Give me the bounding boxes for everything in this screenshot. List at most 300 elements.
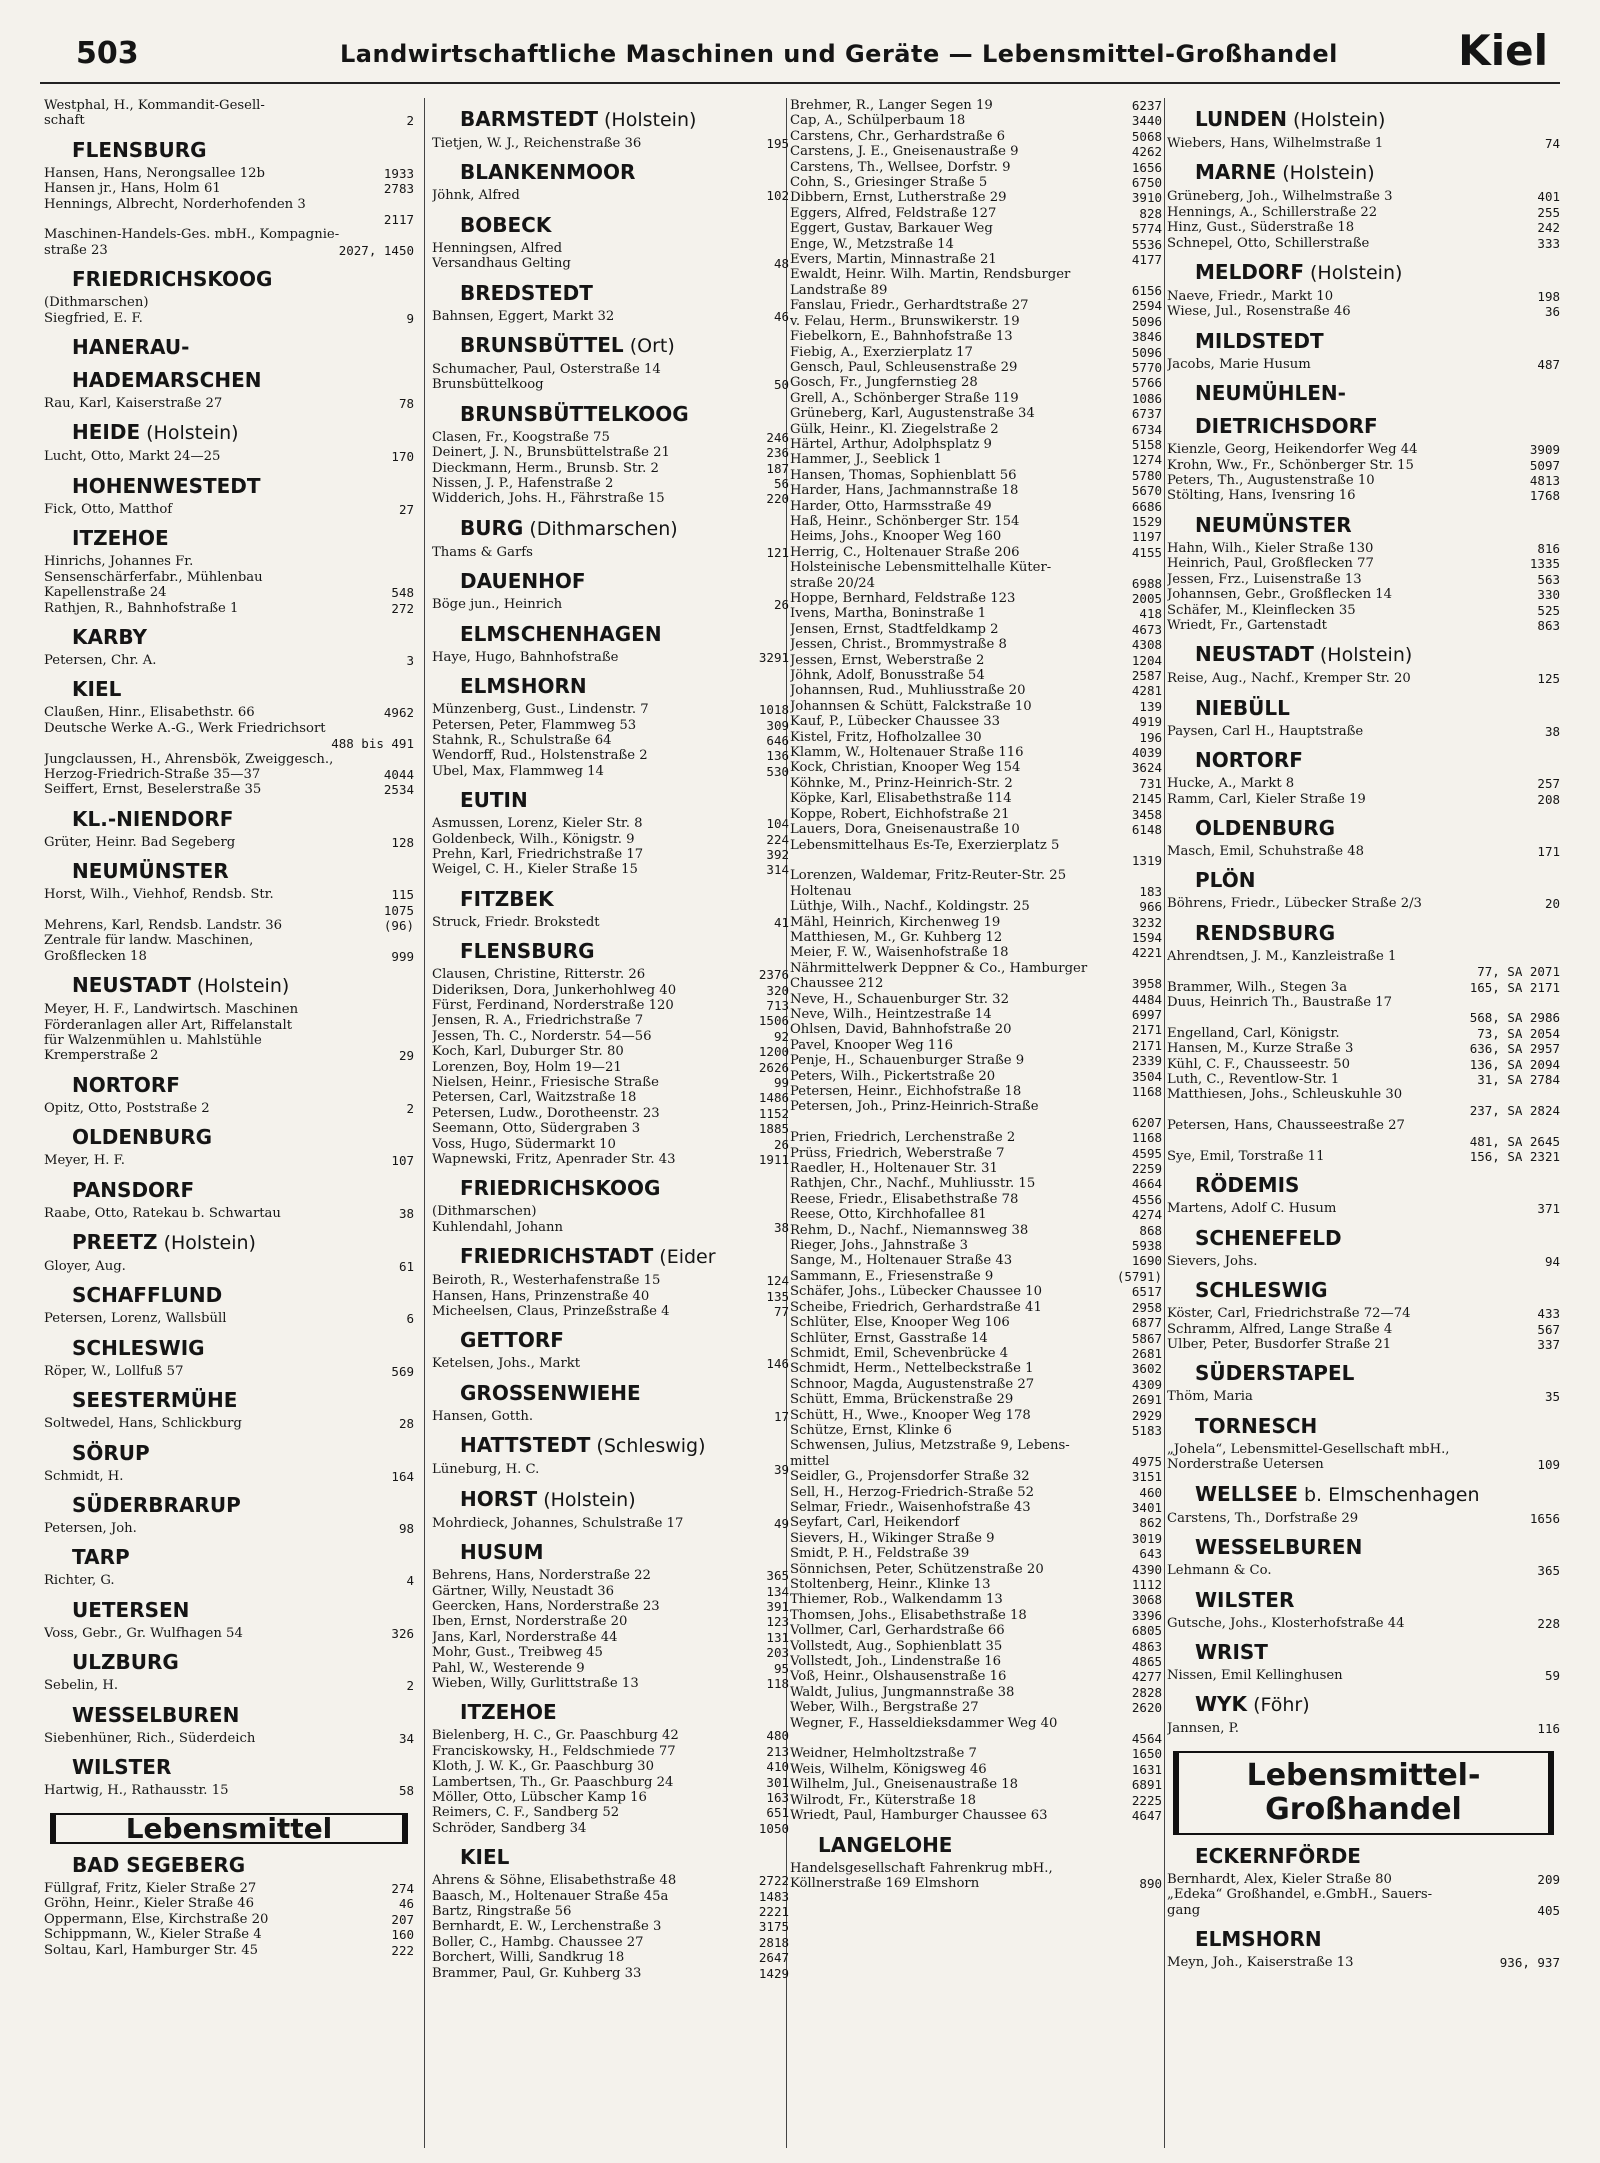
entry-name: Harder, Otto, Harmsstraße 49 <box>790 498 992 514</box>
city-heading-qualifier: (Holstein) <box>1303 262 1403 285</box>
entry-phone: 1690 <box>1131 1253 1162 1269</box>
directory-entry <box>432 1759 789 1774</box>
directory-column-4 <box>1167 98 1560 2148</box>
entry-name: Opitz, Otto, Poststraße 2 <box>44 1100 210 1116</box>
city-heading <box>72 1126 414 1149</box>
entry-phone: 2929 <box>1131 1407 1162 1423</box>
entry-name: Übel, Max, Flammweg 14 <box>432 763 604 779</box>
directory-entry <box>1167 1563 1560 1578</box>
entry-phone: 460 <box>1139 1484 1162 1500</box>
entry-phone: 224 <box>766 831 789 847</box>
city-heading <box>460 1541 789 1564</box>
entry-name: Nissen, J. P., Hafenstraße 2 <box>432 476 614 492</box>
city-heading <box>72 1704 414 1727</box>
directory-entry <box>1167 289 1560 304</box>
entry-phone: 4281 <box>1131 683 1162 699</box>
entry-name: Petersen, Lorenz, Wallsbüll <box>44 1311 227 1327</box>
directory-entry <box>432 1044 789 1059</box>
directory-entry <box>790 175 1162 190</box>
entry-phone: 4863 <box>1131 1638 1162 1654</box>
directory-entry <box>432 1919 789 1934</box>
entry-name: Kienzle, Georg, Heikendorfer Weg 44 <box>1167 442 1418 458</box>
city-heading-text: NORTORF <box>1195 748 1303 773</box>
entry-phone: 309 <box>766 717 789 733</box>
entry-name: Siebenhüner, Rich., Süderdeich <box>44 1730 256 1746</box>
city-heading <box>460 214 789 237</box>
directory-entry <box>432 309 789 324</box>
directory-column-2 <box>432 98 789 2148</box>
directory-entry <box>790 915 1162 930</box>
directory-entry <box>790 129 1162 144</box>
city-heading-text: WILSTER <box>1195 1587 1295 1612</box>
directory-entry <box>44 1206 414 1221</box>
directory-entry <box>790 1546 1162 1561</box>
entry-name: Meyer, H. F., Landwirtsch. Maschinen <box>44 1002 299 1018</box>
entry-phone: 31, SA 2784 <box>1477 1072 1560 1087</box>
entry-name: Schütt, H., Wwe., Knooper Weg 178 <box>790 1407 1031 1423</box>
entry-phone: 17 <box>773 1408 789 1424</box>
city-heading <box>460 623 789 646</box>
entry-phone: 135 <box>766 1288 789 1304</box>
entry-name: Jungclaussen, H., Ahrensbök, Zweiggesch., <box>44 751 334 767</box>
entry-phone: 5780 <box>1131 467 1162 483</box>
entry-name: Herzog-Friedrich-Straße 35—37 <box>44 766 261 782</box>
entry-name: Raabe, Otto, Ratekau b. Schwartau <box>44 1205 281 1221</box>
directory-entry <box>432 1821 789 1836</box>
city-heading-text: NIEBÜLL <box>1195 695 1290 720</box>
directory-entry <box>44 1002 414 1017</box>
entry-name: Wendorff, Rud., Holstenstraße 2 <box>432 748 648 764</box>
entry-name: Schröder, Sandberg 34 <box>432 1820 587 1836</box>
entry-name: Penje, H., Schauenburger Straße 9 <box>790 1053 1025 1069</box>
entry-phone: 4813 <box>1529 473 1560 489</box>
entry-name: Heinrich, Paul, Großflecken 77 <box>1167 556 1374 572</box>
directory-entry <box>432 1775 789 1790</box>
entry-phone: 220 <box>766 491 789 507</box>
directory-entry <box>432 1614 789 1629</box>
entry-phone: 4556 <box>1131 1191 1162 1207</box>
city-heading-text: SCHLESWIG <box>1195 1278 1328 1303</box>
directory-entry <box>44 1896 414 1911</box>
directory-entry <box>790 190 1162 205</box>
city-heading-qualifier: (Holstein) <box>1313 644 1413 667</box>
entry-phone: 6750 <box>1131 175 1162 191</box>
directory-entry <box>790 730 1162 745</box>
entry-name: Brammer, Paul, Gr. Kuhberg 33 <box>432 1965 642 1981</box>
entry-name: Harder, Hans, Jachmannstraße 18 <box>790 483 1019 499</box>
entry-phone: 365 <box>766 1568 789 1584</box>
directory-entry <box>44 98 414 113</box>
entry-name: Lorenzen, Waldemar, Fritz-Reuter-Str. 25 <box>790 868 1067 884</box>
city-heading-text: NEUSTADT <box>72 973 191 998</box>
entry-phone: 4564 <box>1131 1731 1162 1747</box>
city-heading <box>72 1494 414 1517</box>
entry-name: Maschinen-Handels-Ges. mbH., Kompagnie- <box>44 227 340 243</box>
entry-name: Richter, G. <box>44 1573 115 1589</box>
directory-entry <box>1167 1955 1560 1970</box>
entry-name: Ohlsen, David, Bahnhofstraße 20 <box>790 1022 1012 1038</box>
entry-name: Jöhnk, Adolf, Bonusstraße 54 <box>790 668 985 684</box>
entry-name: Thomsen, Johs., Elisabethstraße 18 <box>790 1607 1027 1623</box>
directory-entry <box>432 1568 789 1583</box>
city-heading-text: BARMSTEDT <box>460 107 598 131</box>
entry-phone: 4595 <box>1131 1145 1162 1161</box>
directory-entry <box>432 862 789 877</box>
entry-phone: 198 <box>1537 289 1560 305</box>
city-heading <box>460 161 789 184</box>
directory-entry <box>44 1311 414 1326</box>
entry-phone: 3846 <box>1131 329 1162 345</box>
city-heading-text: HATTSTEDT <box>460 1433 591 1458</box>
city-heading-text: HADEMARSCHEN <box>72 368 262 393</box>
entry-name: Seyfart, Carl, Heikendorf <box>790 1515 960 1531</box>
entry-phone: 1075 <box>383 902 414 918</box>
entry-name: Ramm, Carl, Kieler Straße 19 <box>1167 791 1366 807</box>
page-number: 503 <box>76 36 139 71</box>
directory-entry <box>44 311 414 326</box>
directory-entry <box>790 1207 1162 1222</box>
entry-name: Kuhlendahl, Johann <box>432 1219 564 1235</box>
entry-name: Wiebers, Hans, Wilhelmstraße 1 <box>1167 136 1384 151</box>
entry-name: Widderich, Johs. H., Fährstraße 15 <box>432 491 665 507</box>
entry-phone: 34 <box>398 1730 414 1746</box>
entry-name: Weidner, Helmholtzstraße 7 <box>790 1746 977 1762</box>
entry-name: Jannsen, P. <box>1167 1721 1239 1737</box>
city-heading <box>72 421 414 445</box>
entry-phone: 274 <box>391 1880 414 1896</box>
entry-name: Lucht, Otto, Markt 24—25 <box>44 449 221 465</box>
directory-entry <box>432 1904 789 1919</box>
entry-name: Bernhardt, Alex, Kieler Straße 80 <box>1167 1871 1392 1887</box>
entry-phone: 530 <box>766 763 789 779</box>
entry-name: Prüss, Friedrich, Weberstraße 7 <box>790 1145 1005 1161</box>
entry-phone: 163 <box>766 1789 789 1805</box>
entry-phone: 94 <box>1544 1253 1560 1269</box>
city-heading-text: SÖRUP <box>72 1440 150 1465</box>
directory-entry <box>790 206 1162 221</box>
directory-entry <box>790 1377 1162 1392</box>
entry-phone: 38 <box>1544 723 1560 739</box>
city-heading <box>1195 749 1560 772</box>
entry-phone: 4262 <box>1131 144 1162 160</box>
entry-phone: 405 <box>1537 1902 1560 1918</box>
entry-name: Schramm, Alfred, Lange Straße 4 <box>1167 1321 1393 1337</box>
city-heading <box>460 1434 789 1458</box>
city-heading <box>72 1854 414 1877</box>
entry-name: Rieger, Johs., Jahnstraße 3 <box>790 1238 969 1254</box>
entry-name: Cap, A., Schülperbaum 18 <box>790 113 966 129</box>
entry-phone: 109 <box>1537 1457 1560 1473</box>
entry-name: Sye, Emil, Torstraße 11 <box>1167 1149 1325 1165</box>
entry-name: Jensen, Ernst, Stadtfeldkamp 2 <box>790 621 999 637</box>
entry-name: Sell, H., Herzog-Friedrich-Straße 52 <box>790 1484 1034 1500</box>
entry-phone: 136 <box>766 748 789 764</box>
entry-name: Luth, C., Reventlow-Str. 1 <box>1167 1072 1340 1087</box>
entry-name: Deutsche Werke A.-G., Werk Friedrichsort <box>44 720 326 736</box>
entry-name: Soltwedel, Hans, Schlickburg <box>44 1416 242 1432</box>
directory-entry <box>432 1584 789 1599</box>
city-heading-text: ELMSHORN <box>460 674 587 699</box>
directory-entry <box>790 1284 1162 1299</box>
directory-entry <box>1167 1103 1560 1118</box>
city-heading <box>1195 108 1560 132</box>
directory-entry <box>1167 1057 1560 1072</box>
entry-name: Thöm, Maria <box>1167 1389 1253 1405</box>
entry-phone: 26 <box>773 1136 789 1152</box>
directory-entry <box>1167 1087 1560 1102</box>
city-heading <box>72 1599 414 1622</box>
directory-entry <box>790 391 1162 406</box>
directory-entry <box>790 1392 1162 1407</box>
entry-name: Schäfer, M., Kleinflecken 35 <box>1167 602 1356 618</box>
entry-phone: 2117 <box>383 212 414 228</box>
entry-phone: 156, SA 2321 <box>1469 1149 1560 1165</box>
entry-phone: 1429 <box>758 1965 789 1981</box>
entry-name: Reese, Otto, Kirchhofallee 81 <box>790 1207 987 1223</box>
directory-entry <box>44 212 414 227</box>
directory-entry <box>432 1462 789 1477</box>
directory-entry <box>790 1608 1162 1623</box>
entry-name: Westphal, H., Kommandit-Gesell- <box>44 98 265 113</box>
city-heading <box>1195 1693 1560 1717</box>
entry-phone: 2225 <box>1131 1792 1162 1808</box>
entry-name: Asmussen, Lorenz, Kieler Str. 8 <box>432 816 643 832</box>
directory-entry <box>432 256 789 271</box>
entry-phone: 136, SA 2094 <box>1469 1056 1560 1072</box>
entry-name: Carstens, Th., Wellsee, Dorfstr. 9 <box>790 159 1011 175</box>
entry-phone: 713 <box>766 997 789 1013</box>
entry-phone: 1656 <box>1131 159 1162 175</box>
directory-entry <box>1167 1201 1560 1216</box>
entry-phone: 1112 <box>1131 1577 1162 1592</box>
entry-name: Hartwig, H., Rathausstr. 15 <box>44 1783 229 1799</box>
entry-phone: 1168 <box>1131 1130 1162 1146</box>
directory-entry <box>44 227 414 242</box>
entry-name: Gosch, Fr., Jungfernstieg 28 <box>790 375 978 391</box>
entry-name: Wiese, Jul., Rosenstraße 46 <box>1167 304 1351 320</box>
directory-entry <box>1167 304 1560 319</box>
city-heading <box>1195 161 1560 185</box>
directory-entry <box>790 637 1162 652</box>
entry-phone: 1168 <box>1131 1084 1162 1099</box>
entry-phone: 209 <box>1537 1871 1560 1887</box>
directory-entry <box>790 221 1162 236</box>
entry-phone: 966 <box>1139 899 1162 915</box>
entry-phone: 2828 <box>1131 1684 1162 1700</box>
entry-name: Stoltenberg, Heinr., Klinke 13 <box>790 1577 991 1592</box>
entry-name: Selmar, Friedr., Waisenhofstraße 43 <box>790 1499 1031 1515</box>
directory-entry <box>790 1315 1162 1330</box>
column-divider <box>424 98 425 2148</box>
directory-entry <box>790 360 1162 375</box>
entry-name: Lüneburg, H. C. <box>432 1462 540 1478</box>
city-heading-qualifier: (Föhr) <box>1247 1694 1310 1717</box>
directory-entry <box>432 1289 789 1304</box>
entry-phone: 123 <box>766 1614 789 1630</box>
entry-name: Grüneberg, Joh., Wilhelmstraße 3 <box>1167 189 1393 205</box>
entry-phone: 862 <box>1139 1515 1162 1531</box>
directory-entry <box>790 1777 1162 1792</box>
entry-phone: 816 <box>1537 540 1560 556</box>
city-heading <box>1195 514 1560 537</box>
entry-phone: 50 <box>773 377 789 393</box>
entry-name: Matthiesen, M., Gr. Kuhberg 12 <box>790 929 1003 945</box>
entry-phone: 1319 <box>1131 852 1162 868</box>
directory-entry <box>1167 1134 1560 1149</box>
city-heading-text: GROSSENWIEHE <box>460 1380 641 1405</box>
entry-name: Rau, Karl, Kaiserstraße 27 <box>44 396 223 412</box>
city-heading <box>1195 330 1560 353</box>
entry-name: Bartz, Ringstraße 56 <box>432 1904 572 1919</box>
city-heading-qualifier: (Holstein) <box>157 1232 256 1255</box>
entry-name: Ivens, Martha, Boninstraße 1 <box>790 606 987 622</box>
directory-entry <box>1167 458 1560 473</box>
directory-entry <box>790 868 1162 883</box>
entry-phone: 134 <box>766 1583 789 1599</box>
directory-entry <box>44 570 414 585</box>
directory-entry <box>432 1409 789 1424</box>
entry-phone: 3232 <box>1131 914 1162 930</box>
entry-name: Ewaldt, Heinr. Wilh. Martin, Rendsburger <box>790 267 1071 283</box>
entry-name: Koch, Karl, Duburger Str. 80 <box>432 1044 624 1060</box>
entry-name: Schmidt, Herm., Nettelbeckstraße 1 <box>790 1361 1034 1377</box>
city-heading-text: MELDORF <box>1195 260 1304 285</box>
entry-name: Gensch, Paul, Schleusenstraße 29 <box>790 359 1018 375</box>
directory-entry <box>790 591 1162 606</box>
entry-phone: 525 <box>1537 602 1560 618</box>
directory-entry <box>790 1639 1162 1654</box>
directory-entry <box>44 933 414 948</box>
entry-phone: 418 <box>1139 606 1162 622</box>
directory-entry <box>790 776 1162 791</box>
entry-name: Sensenschärferfabr., Mühlenbau <box>44 569 263 585</box>
city-heading-text: NORTORF <box>72 1072 180 1097</box>
city-heading <box>72 974 414 998</box>
entry-phone: 4274 <box>1131 1207 1162 1223</box>
directory-entry <box>44 1521 414 1536</box>
entry-name: mittel <box>790 1453 830 1469</box>
city-heading <box>460 1177 789 1200</box>
directory-entry <box>1167 1668 1560 1683</box>
directory-entry <box>790 267 1162 282</box>
directory-entry <box>432 461 789 476</box>
entry-name: (Dithmarschen) <box>432 1204 537 1220</box>
city-heading-text: HUSUM <box>460 1540 544 1565</box>
directory-entry <box>1167 1026 1560 1041</box>
entry-name: Prien, Friedrich, Lerchenstraße 2 <box>790 1130 1016 1146</box>
entry-phone: 4177 <box>1131 252 1162 268</box>
directory-entry <box>790 345 1162 360</box>
entry-phone: (5791) <box>1116 1268 1162 1284</box>
directory-entry <box>1167 896 1560 911</box>
entry-name: Rehm, D., Nachf., Niemannsweg 38 <box>790 1222 1029 1238</box>
city-heading <box>460 1382 789 1405</box>
directory-entry <box>1167 949 1560 964</box>
entry-name: Goldenbeck, Wilh., Königstr. 9 <box>432 831 635 847</box>
entry-name: Scheibe, Friedrich, Gerhardstraße 41 <box>790 1299 1042 1315</box>
entry-phone: 4309 <box>1131 1376 1162 1392</box>
entry-phone: 3458 <box>1131 806 1162 822</box>
entry-phone: 2818 <box>758 1934 789 1950</box>
city-heading <box>72 678 414 701</box>
entry-name: Grüter, Heinr. Bad Segeberg <box>44 834 236 850</box>
entry-phone: 6237 <box>1131 98 1162 113</box>
entry-phone: 255 <box>1537 204 1560 220</box>
directory-entry <box>790 1346 1162 1361</box>
entry-phone: 74 <box>1544 136 1560 151</box>
directory-entry <box>1167 1721 1560 1736</box>
entry-name: Versandhaus Gelting <box>432 256 571 272</box>
entry-name: Mehrens, Karl, Rendsb. Landstr. 36 <box>44 917 283 933</box>
directory-entry <box>790 1099 1162 1114</box>
city-heading-text: EUTIN <box>460 788 528 813</box>
entry-phone: 330 <box>1537 587 1560 603</box>
entry-name: Ketelsen, Johs., Markt <box>432 1356 581 1372</box>
entry-name: Hansen, Gotth. <box>432 1408 534 1424</box>
entry-phone: 99 <box>773 1075 789 1090</box>
entry-name: Petersen, Joh. <box>44 1521 137 1537</box>
entry-phone: 1197 <box>1131 529 1162 545</box>
city-heading <box>1195 261 1560 285</box>
city-heading-qualifier: (Holstein) <box>190 975 290 998</box>
entry-phone: 139 <box>1139 698 1162 714</box>
entry-phone: 1050 <box>758 1820 789 1836</box>
directory-entry <box>790 1531 1162 1546</box>
directory-entry <box>790 853 1162 868</box>
directory-entry <box>432 1121 789 1136</box>
entry-name: Koppe, Robert, Eichhofstraße 21 <box>790 806 1010 822</box>
entry-phone: 213 <box>766 1743 789 1759</box>
entry-name: Fiebig, A., Exerzierplatz 17 <box>790 344 973 360</box>
city-heading-text: ITZEHOE <box>460 1700 557 1725</box>
entry-phone: 46 <box>773 308 789 324</box>
entry-phone: 6148 <box>1131 822 1162 838</box>
entry-name: Köllnerstraße 169 Elmshorn <box>790 1875 980 1891</box>
entry-name: Petersen, Peter, Flammweg 53 <box>432 717 637 733</box>
entry-phone: 2620 <box>1131 1700 1162 1716</box>
entry-phone: 6156 <box>1131 282 1162 298</box>
entry-phone: 487 <box>1537 356 1560 372</box>
directory-entry <box>790 976 1162 991</box>
entry-phone: 481, SA 2645 <box>1469 1133 1560 1149</box>
directory-entry <box>790 144 1162 159</box>
directory-entry <box>790 1700 1162 1715</box>
entry-phone: 999 <box>391 948 414 964</box>
entry-name: Haye, Hugo, Bahnhofstraße <box>432 649 619 665</box>
directory-entry <box>432 764 789 779</box>
city-heading-text: PANSDORF <box>72 1177 195 1202</box>
directory-entry <box>1167 1322 1560 1337</box>
entry-phone: 320 <box>766 982 789 998</box>
city-heading-text: ITZEHOE <box>72 526 169 551</box>
entry-phone: 6891 <box>1131 1777 1162 1793</box>
city-heading-text: DAUENHOF <box>460 569 586 594</box>
directory-entry <box>432 816 789 831</box>
directory-entry <box>790 838 1162 853</box>
entry-name: Duus, Heinrich Th., Baustraße 17 <box>1167 994 1393 1010</box>
entry-name: Rathjen, R., Bahnhofstraße 1 <box>44 600 239 616</box>
entry-phone: 124 <box>766 1273 789 1289</box>
entry-phone: 563 <box>1537 571 1560 587</box>
entry-name: Vollstedt, Joh., Lindenstraße 16 <box>790 1654 1002 1670</box>
entry-name: Eggers, Alfred, Feldstraße 127 <box>790 205 997 221</box>
directory-entry <box>432 1090 789 1105</box>
entry-phone: 5770 <box>1131 359 1162 375</box>
entry-name: Wegner, F., Hasseldieksdammer Weg 40 <box>790 1715 1058 1731</box>
city-heading-text: WESSELBUREN <box>72 1702 240 1727</box>
directory-entry <box>44 653 414 668</box>
city-heading-text: ULZBURG <box>72 1650 179 1675</box>
